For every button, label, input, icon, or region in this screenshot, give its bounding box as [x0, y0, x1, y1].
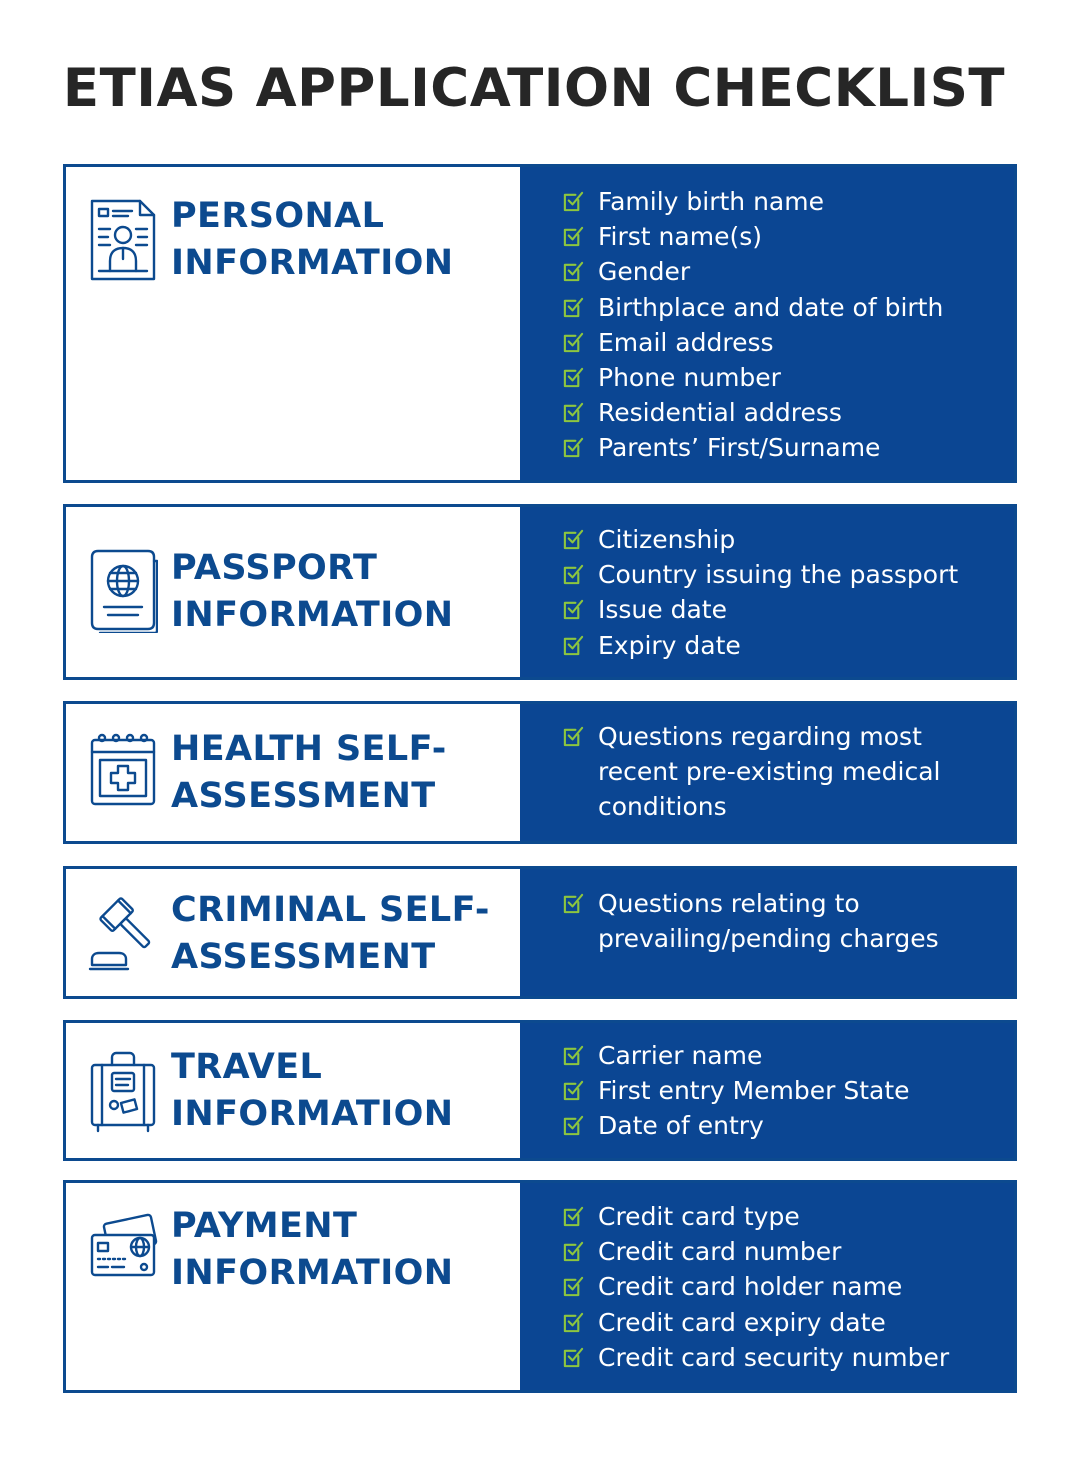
checklist-item: Citizenship — [562, 522, 978, 557]
checklist-item: Credit card security number — [562, 1340, 978, 1375]
section-heading-line1: CRIMINAL SELF- — [171, 890, 490, 930]
section-heading-line2: INFORMATION — [171, 1253, 454, 1293]
checklist-item: Expiry date — [562, 628, 978, 663]
credit-card-icon — [88, 1205, 158, 1291]
section-heading-line2: ASSESSMENT — [171, 937, 436, 977]
section-health-self-assessment — [63, 701, 1017, 844]
checklist-item: First name(s) — [562, 219, 978, 254]
checkbox-checked-icon — [562, 563, 585, 586]
section-passport-information — [63, 504, 1017, 680]
checklist-item: Questions relating to prevailing/pending charges — [562, 886, 978, 956]
checkbox-checked-icon — [562, 1275, 585, 1298]
page-title: ETIAS APPLICATION CHECKLIST — [62, 58, 1006, 119]
checkbox-checked-icon — [562, 1044, 585, 1067]
checkbox-checked-icon — [562, 1114, 585, 1137]
section-heading-line2: INFORMATION — [171, 243, 454, 283]
checklist-item: Credit card expiry date — [562, 1305, 978, 1340]
checklist-item: Birthplace and date of birth — [562, 290, 978, 325]
checkbox-checked-icon — [562, 1205, 585, 1228]
checkbox-checked-icon — [562, 436, 585, 459]
checkbox-checked-icon — [562, 225, 585, 248]
checklist-item: Email address — [562, 325, 978, 360]
passport-icon — [88, 547, 158, 633]
checklist-item: Family birth name — [562, 184, 978, 219]
medical-calendar-icon — [88, 726, 158, 812]
section-travel-information — [63, 1020, 1017, 1161]
checkbox-checked-icon — [562, 1311, 585, 1334]
checkbox-checked-icon — [562, 634, 585, 657]
checkbox-checked-icon — [562, 725, 585, 748]
checkbox-checked-icon — [562, 892, 585, 915]
id-card-icon — [88, 197, 158, 283]
checklist-item: Questions regarding most recent pre-existing medical conditions — [562, 719, 978, 825]
checklist-item: Gender — [562, 254, 978, 289]
section-heading-line2: INFORMATION — [171, 1094, 454, 1134]
checklist-item: Issue date — [562, 592, 978, 627]
checkbox-checked-icon — [562, 1240, 585, 1263]
checkbox-checked-icon — [562, 331, 585, 354]
checklist-item: Credit card number — [562, 1234, 978, 1269]
section-heading-line1: PERSONAL — [171, 196, 385, 236]
checkbox-checked-icon — [562, 190, 585, 213]
section-personal-information — [63, 164, 1017, 483]
checklist-item: Parents’ First/Surname — [562, 430, 978, 465]
section-heading-line1: PAYMENT — [171, 1206, 358, 1246]
section-heading-line1: TRAVEL — [171, 1047, 323, 1087]
section-heading-line1: PASSPORT — [171, 548, 378, 588]
checkbox-checked-icon — [562, 1079, 585, 1102]
checklist-item: Residential address — [562, 395, 978, 430]
checkbox-checked-icon — [562, 296, 585, 319]
section-heading-line1: HEALTH SELF- — [171, 729, 447, 769]
checkbox-checked-icon — [562, 1346, 585, 1369]
checklist-item: Credit card holder name — [562, 1269, 978, 1304]
checklist-item: Date of entry — [562, 1108, 978, 1143]
section-heading-line2: ASSESSMENT — [171, 776, 436, 816]
checkbox-checked-icon — [562, 260, 585, 283]
checklist-item: Credit card type — [562, 1199, 978, 1234]
section-heading-line2: INFORMATION — [171, 595, 454, 635]
checkbox-checked-icon — [562, 528, 585, 551]
gavel-icon — [88, 889, 158, 975]
section-payment-information — [63, 1180, 1017, 1393]
suitcase-icon — [88, 1049, 158, 1135]
checkbox-checked-icon — [562, 401, 585, 424]
checkbox-checked-icon — [562, 366, 585, 389]
checklist-item: Country issuing the passport — [562, 557, 978, 592]
section-criminal-self-assessment — [63, 866, 1017, 999]
checklist-item: First entry Member State — [562, 1073, 978, 1108]
checkbox-checked-icon — [562, 598, 585, 621]
checklist-item: Phone number — [562, 360, 978, 395]
checklist-item: Carrier name — [562, 1038, 978, 1073]
